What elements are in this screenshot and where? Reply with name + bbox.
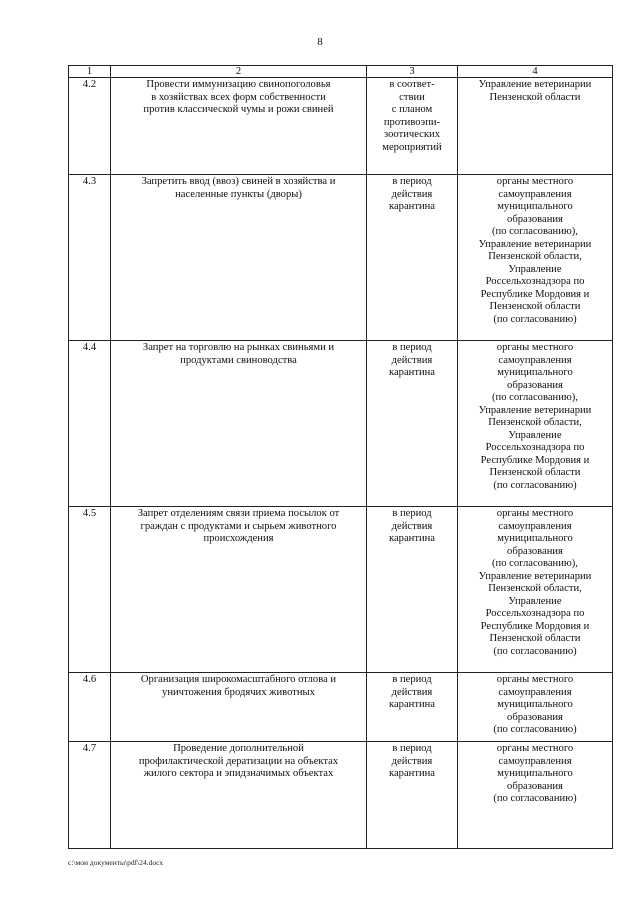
term-cell-line: действия	[391, 520, 433, 532]
table-row	[69, 673, 613, 742]
responsible-cell-line: (по согласованию),	[492, 392, 578, 403]
measure-cell-line: Запрет на торговлю на рынках свиньями и	[142, 342, 335, 353]
row-number: 4.7	[69, 742, 111, 849]
responsible-cell-line: (по согласованию)	[493, 645, 577, 657]
responsible-cell-line: Пензенской области	[489, 467, 581, 478]
page-number: 8	[317, 36, 323, 48]
term-cell	[367, 78, 458, 175]
responsible-cell-line: образования	[507, 711, 563, 723]
table-row	[69, 175, 613, 341]
responsible-cell-line: образования	[507, 780, 563, 792]
table-row	[69, 742, 613, 849]
responsible-cell-line: муниципального	[497, 201, 573, 212]
responsible-cell-line: Управление ветеринарии	[478, 79, 592, 90]
measure-cell-line: профилактической дератизации на объектах	[138, 755, 339, 767]
responsible-cell-line: Пензенской области	[489, 301, 581, 312]
measure-cell	[111, 673, 367, 742]
term-cell	[367, 742, 458, 849]
row-number: 4.3	[69, 175, 111, 341]
responsible-cell	[458, 742, 613, 849]
term-cell-line: действия	[391, 354, 433, 366]
term-cell-line: в период	[392, 176, 432, 187]
responsible-cell-line: Управление	[508, 429, 562, 441]
measure-cell	[111, 507, 367, 673]
term-cell-line: мероприятий	[382, 141, 442, 153]
responsible-cell-line: Пензенской области,	[488, 417, 582, 428]
responsible-cell-line: Пензенской области,	[488, 583, 582, 594]
table-row	[69, 341, 613, 507]
responsible-cell-line: (по согласованию),	[492, 226, 578, 237]
term-cell	[367, 341, 458, 507]
responsible-cell	[458, 78, 613, 175]
term-cell	[367, 673, 458, 742]
measure-cell-line: Запрет отделениям связи приема посылок от	[137, 508, 340, 519]
term-cell-line: карантина	[388, 699, 436, 710]
row-number: 4.5	[69, 507, 111, 673]
header-cell-2: 2	[111, 66, 367, 78]
responsible-cell-line: муниципального	[497, 699, 573, 710]
responsible-cell-line: образования	[507, 213, 563, 225]
row-number: 4.4	[69, 341, 111, 507]
measure-cell-line: населенные пункты (дворы)	[175, 188, 302, 200]
responsible-cell-line: Пензенской области	[489, 91, 581, 103]
term-cell-line: действия	[391, 686, 433, 698]
responsible-cell-line: Россельхознадзора по	[485, 442, 585, 453]
responsible-cell-line: Управление	[508, 595, 562, 607]
responsible-cell-line: (по согласованию)	[493, 724, 577, 735]
term-cell-line: с планом	[391, 104, 433, 115]
measure-cell-line: жилого сектора и эпидзначимых объектах	[143, 768, 334, 779]
term-cell-line: ствии	[399, 91, 425, 103]
measure-cell-line: в хозяйствах всех форм собственности	[151, 91, 326, 103]
term-cell	[367, 507, 458, 673]
responsible-cell-line: самоуправления	[498, 354, 572, 366]
responsible-cell-line: органы местного	[496, 176, 574, 187]
responsible-cell-line: самоуправления	[498, 520, 572, 532]
row-number: 4.6	[69, 673, 111, 742]
measure-cell-line: граждан с продуктами и сырьем животного	[140, 520, 337, 532]
responsible-cell-line: муниципального	[497, 533, 573, 544]
measure-cell-line: Запретить ввод (ввоз) свиней в хозяйства и	[141, 176, 336, 187]
term-cell-line: карантина	[388, 768, 436, 779]
responsible-cell-line: образования	[507, 379, 563, 391]
term-cell-line: карантина	[388, 201, 436, 212]
term-cell-line: противоэпи-	[383, 116, 441, 128]
responsible-cell-line: Управление	[508, 263, 562, 275]
term-cell-line: действия	[391, 188, 433, 200]
measure-cell-line: Проведение дополнительной	[173, 743, 304, 754]
term-cell	[367, 175, 458, 341]
responsible-cell-line: Россельхознадзора по	[485, 608, 585, 619]
responsible-cell-line: Пензенской области	[489, 633, 581, 644]
responsible-cell-line: самоуправления	[498, 188, 572, 200]
term-cell-line: в период	[392, 508, 432, 519]
measure-cell	[111, 78, 367, 175]
responsible-cell	[458, 175, 613, 341]
measure-cell-line: Организация широкомасштабного отлова и	[140, 674, 337, 685]
responsible-cell-line: Россельхознадзора по	[485, 276, 585, 287]
table-row	[69, 78, 613, 175]
responsible-cell-line: муниципального	[497, 367, 573, 378]
responsible-cell	[458, 341, 613, 507]
responsible-cell-line: Республике Мордовия и	[480, 620, 590, 632]
measures-table-body	[69, 66, 613, 849]
measure-cell-line: против классической чумы и рожи свиней	[143, 104, 334, 115]
responsible-cell-line: (по согласованию),	[492, 558, 578, 569]
term-cell-line: в период	[392, 674, 432, 685]
responsible-cell-line: муниципального	[497, 768, 573, 779]
term-cell-line: в период	[392, 743, 432, 754]
responsible-cell-line: (по согласованию)	[493, 313, 577, 325]
measure-cell	[111, 742, 367, 849]
responsible-cell-line: самоуправления	[498, 686, 572, 698]
row-number: 4.2	[69, 78, 111, 175]
header-cell-4: 4	[458, 66, 613, 78]
responsible-cell	[458, 673, 613, 742]
file-path-footer: c:\мои документы\pdf\24.docx	[68, 858, 164, 867]
term-cell-line: в период	[392, 342, 432, 353]
responsible-cell-line: Республике Мордовия и	[480, 288, 590, 300]
responsible-cell-line: органы местного	[496, 743, 574, 754]
responsible-cell-line: органы местного	[496, 508, 574, 519]
measure-cell-line: Провести иммунизацию свинопоголовья	[146, 79, 331, 90]
responsible-cell-line: Республике Мордовия и	[480, 454, 590, 466]
responsible-cell-line: самоуправления	[498, 755, 572, 767]
header-cell-1: 1	[69, 66, 111, 78]
responsible-cell-line: (по согласованию)	[493, 793, 577, 804]
measure-cell-line: происхождения	[203, 533, 274, 544]
responsible-cell-line: Управление ветеринарии	[478, 404, 592, 416]
responsible-cell-line: (по согласованию)	[493, 479, 577, 491]
responsible-cell-line: Управление ветеринарии	[478, 570, 592, 582]
responsible-cell-line: Пензенской области,	[488, 251, 582, 262]
header-cell-3: 3	[367, 66, 458, 78]
table-header-row	[69, 66, 613, 78]
responsible-cell	[458, 507, 613, 673]
measures-table	[68, 65, 613, 849]
responsible-cell-line: органы местного	[496, 674, 574, 685]
measure-cell-line: уничтожения бродячих животных	[162, 686, 315, 698]
responsible-cell-line: Управление ветеринарии	[478, 238, 592, 250]
table-row	[69, 507, 613, 673]
term-cell-line: зоотических	[384, 129, 440, 140]
term-cell-line: карантина	[388, 367, 436, 378]
term-cell-line: в соответ-	[389, 79, 435, 90]
responsible-cell-line: органы местного	[496, 342, 574, 353]
term-cell-line: действия	[391, 755, 433, 767]
measure-cell	[111, 341, 367, 507]
measure-cell	[111, 175, 367, 341]
measure-cell-line: продуктами свиноводства	[180, 354, 297, 366]
responsible-cell-line: образования	[507, 545, 563, 557]
term-cell-line: карантина	[388, 533, 436, 544]
